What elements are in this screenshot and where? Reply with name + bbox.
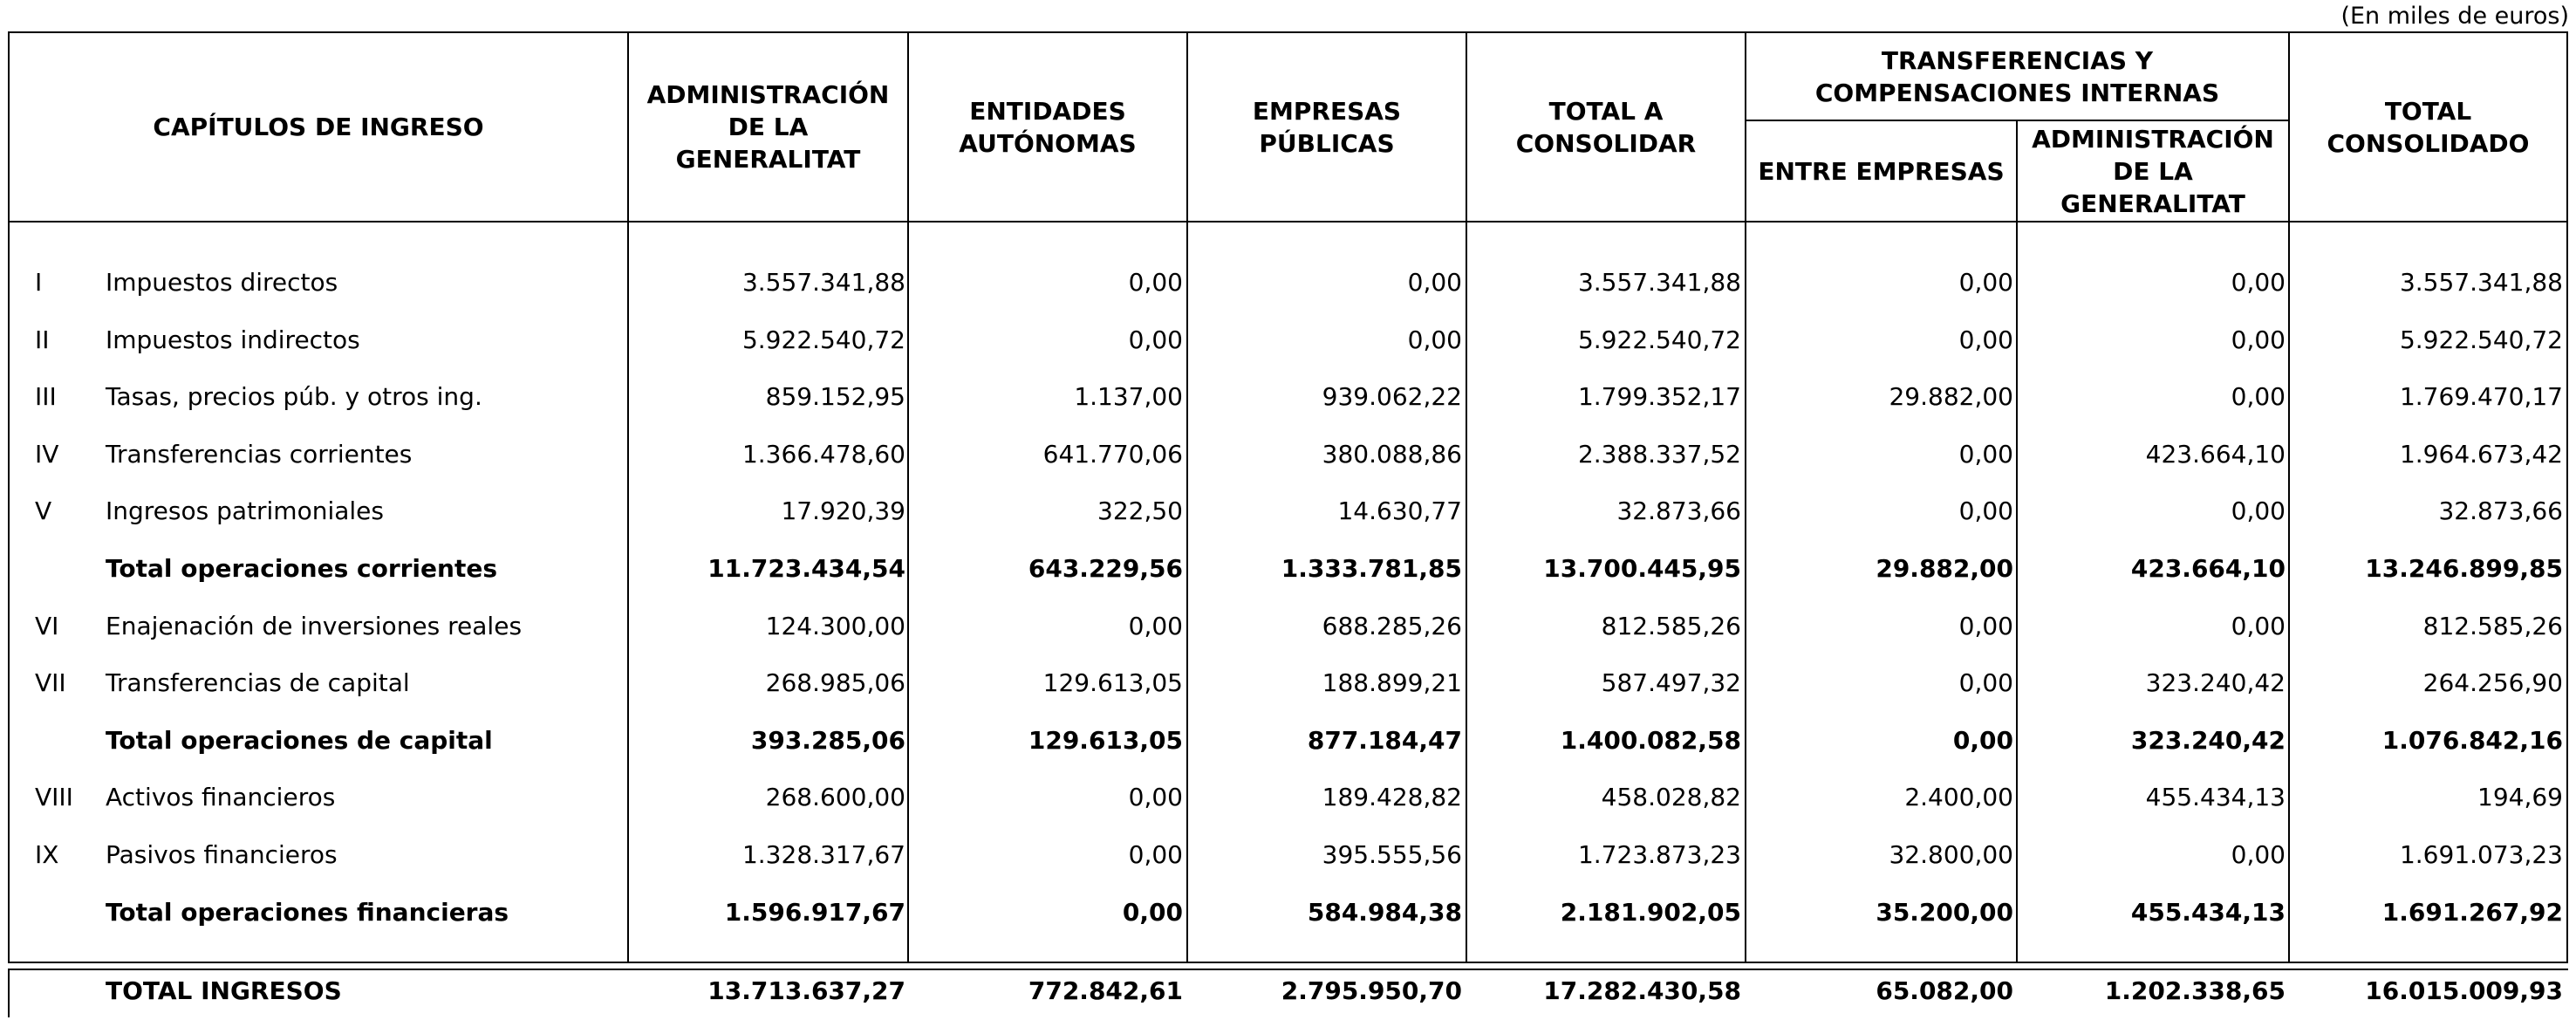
amount-cell: 129.613,05	[1042, 668, 1183, 697]
amount-cell: 11.723.434,54	[707, 554, 905, 583]
amount-cell: 189.428,82	[1322, 783, 1462, 811]
amount-cell: 0,00	[1128, 783, 1183, 811]
amount-cell: 455.434,13	[2145, 783, 2286, 811]
subtotal-row	[0, 542, 2576, 596]
amount-cell: 812.585,26	[2422, 612, 2563, 640]
amount-cell: 1.137,00	[1074, 382, 1183, 411]
amount-cell: 1.691.267,92	[2381, 898, 2563, 927]
chapter-label: Impuestos directos	[106, 268, 338, 297]
amount-cell: 14.630,77	[1337, 496, 1462, 525]
chapter-number: IV	[35, 440, 59, 469]
amount-cell: 0,00	[1958, 612, 2013, 640]
amount-cell: 0,00	[1958, 268, 2013, 297]
amount-cell: 423.664,10	[2130, 554, 2286, 583]
chapter-number: V	[35, 496, 52, 525]
amount-cell: 323.240,42	[2145, 668, 2286, 697]
header-bottom-border	[8, 221, 2568, 222]
amount-cell: 0,00	[1122, 898, 1183, 927]
total-value: 1.202.338,65	[2104, 976, 2286, 1005]
chapter-number: IX	[35, 840, 59, 869]
amount-cell: 0,00	[1128, 840, 1183, 869]
amount-cell: 1.596.917,67	[724, 898, 905, 927]
amount-cell: 1.328.317,67	[741, 840, 905, 869]
amount-cell: 29.882,00	[1889, 382, 2013, 411]
amount-cell: 641.770,06	[1042, 440, 1183, 469]
amount-cell: 323.240,42	[2130, 726, 2286, 755]
table-row	[0, 770, 2576, 825]
total-value: 13.713.637,27	[707, 976, 905, 1005]
amount-cell: 0,00	[2231, 840, 2286, 869]
amount-cell: 5.922.540,72	[1577, 325, 1741, 354]
header-empresas-publicas: EMPRESAS PÚBLICAS	[1252, 96, 1402, 158]
subtotal-row	[0, 886, 2576, 940]
table-row	[0, 428, 2576, 482]
amount-cell: 0,00	[1128, 268, 1183, 297]
amount-cell: 688.285,26	[1322, 612, 1462, 640]
header-entre-empresas: ENTRE EMPRESAS	[1758, 156, 2005, 186]
total-value: 17.282.430,58	[1543, 976, 1741, 1005]
chapter-number: VI	[35, 612, 59, 640]
chapter-label: Transferencias de capital	[106, 668, 410, 697]
table-row	[0, 828, 2576, 882]
amount-cell: 268.600,00	[765, 783, 905, 811]
header-transferencias-group: TRANSFERENCIAS Y COMPENSACIONES INTERNAS	[1814, 45, 2220, 107]
chapter-label: Pasivos financieros	[106, 840, 338, 869]
chapter-number: VIII	[35, 783, 73, 811]
table-row	[0, 370, 2576, 424]
total-row	[0, 964, 2576, 1018]
amount-cell: 129.613,05	[1028, 726, 1183, 755]
amount-cell: 2.400,00	[1904, 783, 2013, 811]
header-capitulos: CAPÍTULOS DE INGRESO	[153, 113, 484, 141]
amount-cell: 32.873,66	[2438, 496, 2563, 525]
amount-cell: 124.300,00	[765, 612, 905, 640]
amount-cell: 0,00	[2231, 612, 2286, 640]
amount-cell: 812.585,26	[1601, 612, 1741, 640]
header-admin-generalitat-sub: ADMINISTRACIÓN DE LA GENERALITAT	[2032, 124, 2274, 218]
amount-cell: 1.964.673,42	[2399, 440, 2563, 469]
total-value: 772.842,61	[1028, 976, 1183, 1005]
chapter-label: Total operaciones de capital	[106, 726, 493, 755]
amount-cell: 1.400.082,58	[1560, 726, 1741, 755]
amount-cell: 0,00	[1958, 440, 2013, 469]
amount-cell: 859.152,95	[765, 382, 905, 411]
amount-cell: 3.557.341,88	[1577, 268, 1741, 297]
amount-cell: 1.769.470,17	[2399, 382, 2563, 411]
amount-cell: 3.557.341,88	[2399, 268, 2563, 297]
table-row	[0, 256, 2576, 310]
amount-cell: 1.799.352,17	[1577, 382, 1741, 411]
amount-cell: 0,00	[1407, 268, 1462, 297]
amount-cell: 939.062,22	[1322, 382, 1462, 411]
table-row	[0, 484, 2576, 538]
amount-cell: 380.088,86	[1322, 440, 1462, 469]
amount-cell: 194,69	[2477, 783, 2563, 811]
amount-cell: 0,00	[2231, 382, 2286, 411]
amount-cell: 188.899,21	[1322, 668, 1462, 697]
amount-cell: 587.497,32	[1601, 668, 1741, 697]
amount-cell: 32.873,66	[1616, 496, 1741, 525]
chapter-number: I	[35, 268, 43, 297]
chapter-label: Total operaciones financieras	[106, 898, 509, 927]
chapter-label: Ingresos patrimoniales	[106, 496, 384, 525]
amount-cell: 0,00	[1958, 496, 2013, 525]
amount-cell: 395.555,56	[1322, 840, 1462, 869]
amount-cell: 423.664,10	[2145, 440, 2286, 469]
amount-cell: 3.557.341,88	[741, 268, 905, 297]
amount-cell: 1.723.873,23	[1577, 840, 1741, 869]
amount-cell: 29.882,00	[1876, 554, 2013, 583]
amount-cell: 0,00	[1958, 325, 2013, 354]
chapter-label: Enajenación de inversiones reales	[106, 612, 523, 640]
chapter-label: Activos financieros	[106, 783, 336, 811]
amount-cell: 458.028,82	[1601, 783, 1741, 811]
chapter-label: Tasas, precios púb. y otros ing.	[106, 382, 482, 411]
units-note: (En miles de euros)	[2340, 3, 2569, 30]
total-value: 2.795.950,70	[1281, 976, 1462, 1005]
total-label: TOTAL INGRESOS	[106, 976, 342, 1005]
amount-cell: 584.984,38	[1307, 898, 1462, 927]
amount-cell: 0,00	[2231, 325, 2286, 354]
total-value: 16.015.009,93	[2365, 976, 2563, 1005]
chapter-number: III	[35, 382, 57, 411]
table-row	[0, 599, 2576, 654]
amount-cell: 5.922.540,72	[2399, 325, 2563, 354]
chapter-label: Transferencias corrientes	[106, 440, 413, 469]
amount-cell: 13.246.899,85	[2365, 554, 2563, 583]
chapter-label: Total operaciones corrientes	[106, 554, 497, 583]
table-row	[0, 656, 2576, 710]
amount-cell: 17.920,39	[781, 496, 905, 525]
amount-cell: 0,00	[1128, 325, 1183, 354]
amount-cell: 322,50	[1097, 496, 1183, 525]
amount-cell: 455.434,13	[2130, 898, 2286, 927]
amount-cell: 0,00	[1952, 726, 2013, 755]
amount-cell: 393.285,06	[750, 726, 905, 755]
amount-cell: 2.181.902,05	[1560, 898, 1741, 927]
chapter-label: Impuestos indirectos	[106, 325, 360, 354]
header-entidades-autonomas: ENTIDADES AUTÓNOMAS	[959, 96, 1137, 158]
chapter-number	[35, 542, 105, 596]
amount-cell: 0,00	[2231, 496, 2286, 525]
amount-cell: 0,00	[1128, 612, 1183, 640]
amount-cell: 32.800,00	[1889, 840, 2013, 869]
total-value: 65.082,00	[1876, 976, 2013, 1005]
amount-cell: 0,00	[2231, 268, 2286, 297]
amount-cell: 643.229,56	[1028, 554, 1183, 583]
chapter-number	[35, 714, 105, 768]
amount-cell: 5.922.540,72	[741, 325, 905, 354]
header-admin-generalitat: ADMINISTRACIÓN DE LA GENERALITAT	[646, 80, 890, 174]
amount-cell: 13.700.445,95	[1543, 554, 1741, 583]
amount-cell: 35.200,00	[1876, 898, 2013, 927]
amount-cell: 1.691.073,23	[2399, 840, 2563, 869]
amount-cell: 268.985,06	[765, 668, 905, 697]
header-total-consolidado: TOTAL CONSOLIDADO	[2327, 96, 2530, 158]
subtotal-row	[0, 714, 2576, 768]
amount-cell: 0,00	[1407, 325, 1462, 354]
amount-cell: 2.388.337,52	[1577, 440, 1741, 469]
chapter-number: VII	[35, 668, 66, 697]
table-row	[0, 313, 2576, 367]
chapter-number: II	[35, 325, 50, 354]
chapter-number	[35, 886, 105, 940]
amount-cell: 0,00	[1958, 668, 2013, 697]
amount-cell: 1.076.842,16	[2381, 726, 2563, 755]
amount-cell: 1.333.781,85	[1281, 554, 1462, 583]
amount-cell: 264.256,90	[2422, 668, 2563, 697]
header-total-a-consolidar: TOTAL A CONSOLIDAR	[1515, 96, 1697, 158]
amount-cell: 1.366.478,60	[741, 440, 905, 469]
amount-cell: 877.184,47	[1307, 726, 1462, 755]
